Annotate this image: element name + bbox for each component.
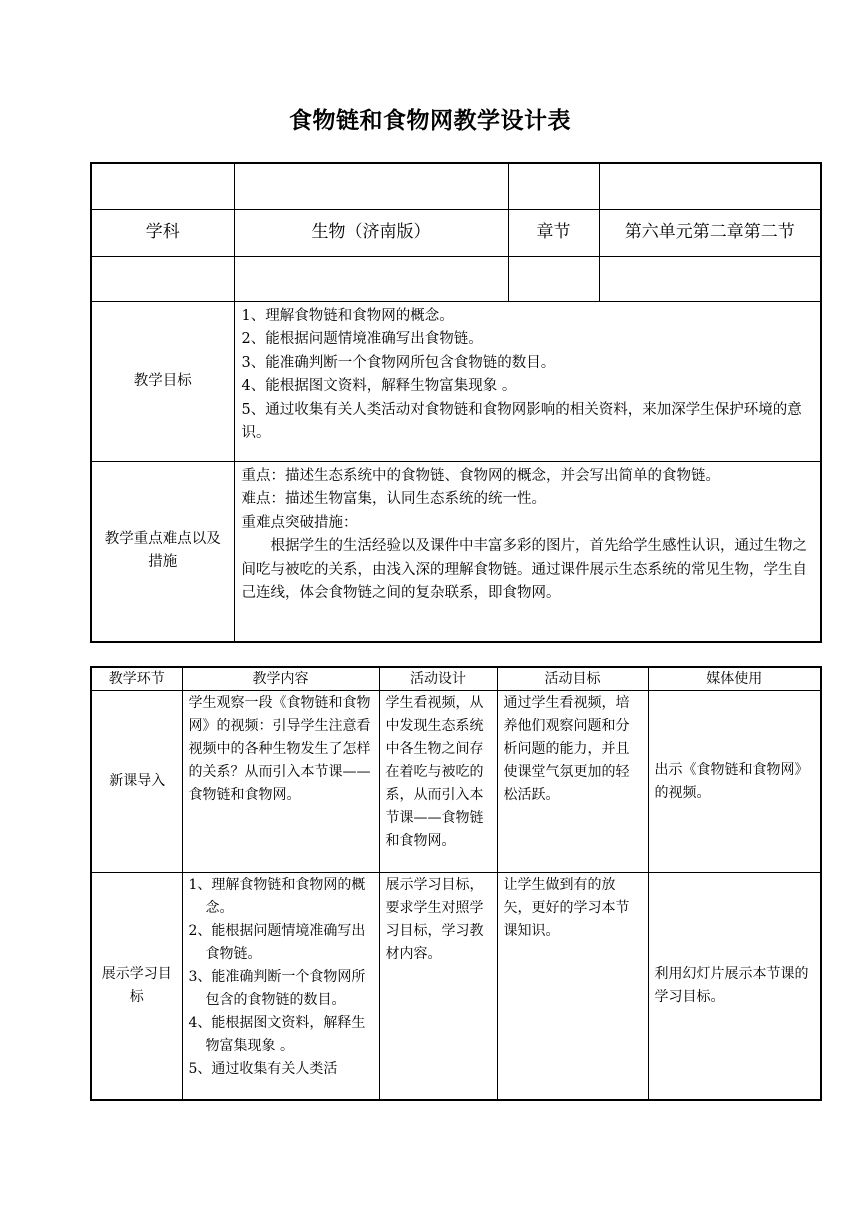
table-row — [91, 690, 821, 872]
header-stage: 教学环节 — [91, 667, 182, 690]
header-row — [91, 667, 821, 690]
stage-cell: 新课导入 — [91, 690, 182, 872]
activity-cell: 学生看视频，从中发现生态系统中各生物之间存在着吃与被吃的系，从而引入本节课——食物链和食物网。 — [379, 690, 497, 872]
objective-item: 1、理解食物链和食物网的概念。 — [241, 307, 454, 324]
goal-cell: 让学生做到有的放矢，更好的学习本节课知识。 — [497, 872, 648, 1100]
measures-title: 重难点突破措施： — [241, 514, 358, 531]
blank-row — [91, 163, 821, 209]
empty-cell — [91, 163, 234, 209]
empty-cell — [508, 256, 599, 301]
content-item: 3、能准确判断一个食物网所包含的食物链的数目。 — [188, 968, 366, 1008]
content-cell: 学生观察一段《食物链和食物网》的视频：引导学生注意看视频中的各种生物发生了怎样的关系？从而引入本节课——食物链和食物网。 — [182, 690, 379, 872]
content-item: 4、能根据图文资料，解释生物富集现象 。 — [188, 1014, 366, 1054]
stage-cell: 展示学习目标 — [91, 872, 182, 1100]
objective-item: 2、能根据问题情境准确写出食物链。 — [241, 331, 483, 347]
header-activity: 活动设计 — [379, 667, 497, 690]
chapter-value: 第六单元第二章第二节 — [599, 209, 821, 256]
content-item: 5、通过收集有关人类活 — [188, 1060, 338, 1077]
header-media: 媒体使用 — [648, 667, 821, 690]
subject-row — [91, 209, 821, 256]
media-cell: 出示《食物链和食物网》的视频。 — [648, 690, 821, 872]
table-row — [91, 872, 821, 1100]
empty-cell — [599, 163, 821, 209]
empty-cell — [91, 256, 234, 301]
empty-cell — [508, 163, 599, 209]
difficult-point: 难点：描述生物富集，认同生态系统的统一性。 — [241, 491, 546, 507]
empty-cell — [234, 163, 508, 209]
subject-label: 学科 — [91, 209, 234, 256]
keypoints-content — [234, 461, 821, 642]
blank-row — [91, 256, 821, 301]
header-goal: 活动目标 — [497, 667, 648, 690]
objective-item: 4、能根据图文资料，解释生物富集现象 。 — [241, 378, 517, 394]
keypoints-row — [91, 461, 821, 642]
empty-cell — [599, 256, 821, 301]
objectives-row — [91, 301, 821, 461]
measures-text: 根据学生的生活经验以及课件中丰富多彩的图片，首先给学生感性认识，通过生物之间吃与被吃的关系，由浅入深的理解食物链。通过课件展示生态系统的常见生物，学生自己连线，体会食物链之间的复杂联系，即食物网。 — [241, 538, 807, 601]
content-item: 1、理解食物链和食物网的概念。 — [188, 876, 366, 916]
keypoints-label: 教学重点难点以及措施 — [91, 461, 234, 642]
objectives-label: 教学目标 — [91, 301, 234, 461]
objectives-list — [234, 301, 821, 461]
objective-item: 3、能准确判断一个食物网所包含食物链的数目。 — [241, 354, 556, 371]
document-title: 食物链和食物网教学设计表 — [289, 108, 571, 134]
objective-item: 5、通过收集有关人类活动对食物链和食物网影响的相关资料，来加深学生保护环境的意识。 — [241, 401, 802, 441]
goal-cell: 通过学生看视频，培养他们观察问题和分析问题的能力，并且使课堂气氛更加的轻松活跃。 — [497, 690, 648, 872]
subject-value: 生物（济南版） — [234, 209, 508, 256]
activity-cell: 展示学习目标，要求学生对照学习目标，学习教材内容。 — [379, 872, 497, 1100]
key-point: 重点：描述生态系统中的食物链、食物网的概念，并会写出简单的食物链。 — [241, 467, 720, 484]
header-content: 教学内容 — [182, 667, 379, 690]
content-cell — [182, 872, 379, 1100]
teaching-process-table — [90, 666, 822, 1101]
content-item: 2、能根据问题情境准确写出食物链。 — [188, 922, 366, 962]
media-cell: 利用幻灯片展示本节课的学习目标。 — [648, 872, 821, 1100]
course-info-table — [90, 162, 822, 643]
chapter-label: 章节 — [508, 209, 599, 256]
empty-cell — [234, 256, 508, 301]
